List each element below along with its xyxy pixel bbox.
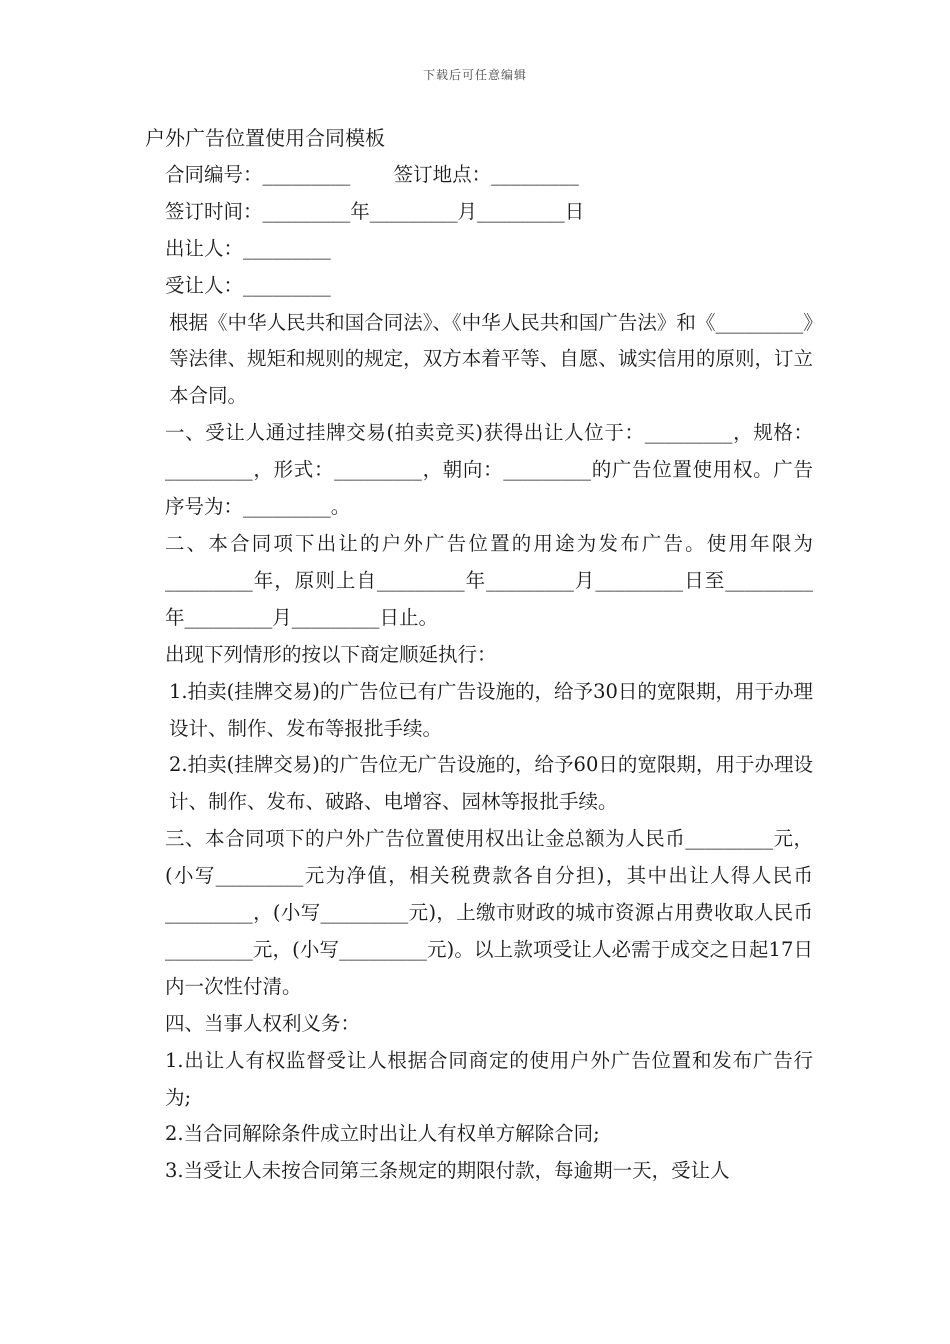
extension-item-2: 2.拍卖(挂牌交易)的广告位无广告设施的，给予60日的宽限期，用于办理设计、制作、发布、破路、电增容、园林等报批手续。: [169, 753, 813, 814]
document-title: 户外广告位置使用合同模板: [145, 126, 385, 150]
clause-4-heading: 四、当事人权利义务：: [165, 1011, 361, 1035]
rights-item-3: 3.当受让人未按合同第三条规定的期限付款，每逾期一天，受让人: [165, 1159, 730, 1183]
clause-2-paragraph: 二、本合同项下出让的户外广告位置的用途为发布广告。使用年限为_________年，原则上自_________年_________月_________日至_________年_________月_________日止。: [165, 531, 813, 629]
clause-1-paragraph: 一、受让人通过挂牌交易(拍卖竞买)获得出让人位于：_________，规格：_________，形式：_________，朝向：_________的广告位置使用权。广告序号为：_________。: [165, 421, 813, 519]
contract-document: [145, 120, 813, 1190]
assignee-line: 受让人：_________: [165, 273, 331, 297]
extension-item-1: 1.拍卖(挂牌交易)的广告位已有广告设施的，给予30日的宽限期，用于办理设计、制作、发布等报批手续。: [169, 679, 813, 740]
rights-item-2: 2.当合同解除条件成立时出让人有权单方解除合同;: [165, 1122, 600, 1146]
assignor-line: 出让人：_________: [165, 236, 331, 260]
page-header-note: 下载后可任意编辑: [422, 68, 527, 82]
extension-intro-paragraph: 出现下列情形的按以下商定顺延执行：: [165, 642, 497, 666]
contract-number-line: 合同编号：_________ 签订地点：_________: [165, 162, 579, 186]
signing-date-line: 签订时间：_________年_________月_________日: [165, 199, 585, 223]
preamble-paragraph: 根据《中华人民共和国合同法》、《中华人民共和国广告法》和《_________》等法律、规矩和规则的规定，双方本着平等、自愿、诚实信用的原则，订立本合同。: [169, 310, 813, 408]
clause-3-paragraph: 三、本合同项下的户外广告位置使用权出让金总额为人民币_________元，(小写_________元为净值，相关税费款各自分担)，其中出让人得人民币_________，(小写_________元)，上缴市财政的城市资源占用费收取人民币_________元，(小写_________元)。以上款项受让人必需于成交之日起17日内一次性付清。: [165, 827, 813, 998]
rights-item-1: 1.出让人有权监督受让人根据合同商定的使用户外广告位置和发布广告行为;: [165, 1048, 813, 1109]
